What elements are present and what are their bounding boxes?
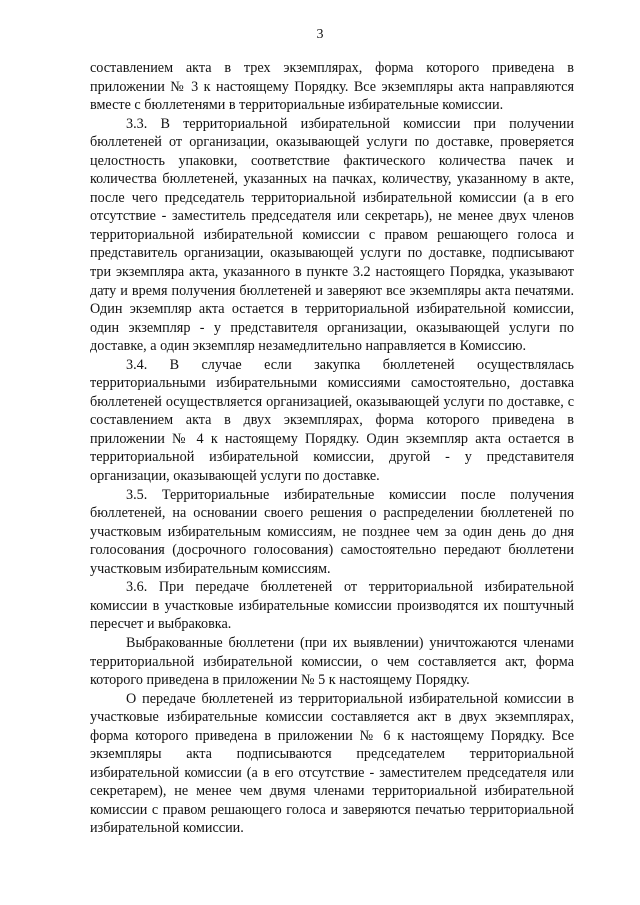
paragraph-3-3: 3.3. В территориальной избирательной комиссии при получении бюллетеней от организации, оказывающей услуги по доставке, проверяется целостность упаковки, соответствие фактического количества пачек и количества бюллетеней, указанных на пачках, количеству, указанному в акте, после чего председатель территориальной избирательной комиссии (а в его отсутствие - заместитель председателя или секретарь), не менее двух членов территориальной избирательной комиссии с правом решающего голоса и представитель организации, оказывающей услуги по доставке, подписывают три экземпляра акта, указанного в пункте 3.2 настоящего Порядка, указывают дату и время получения бюллетеней и заверяют все экземпляры акта печатями. Один экземпляр акта остается в территориальной избирательной комиссии, один экземпляр - у представителя организации, оказывающей услуги по доставке, а один экземпляр незамедлительно направляется в Комиссию.	[90, 115, 574, 355]
paragraph-transfer-act: О передаче бюллетеней из территориальной избирательной комиссии в участковые избирательные комиссии составляется акт в двух экземплярах, форма которого приведена в приложении № 6 к настоящему Порядку. Все экземпляры акта подписываются председателем территориальной избирательной комиссии (а в его отсутствие - заместителем председателя или секретарем), не менее чем двумя членами территориальной избирательной комиссии с правом решающего голоса и заверяются печатью территориальной избирательной комиссии.	[90, 690, 574, 837]
paragraph-continuation: составлением акта в трех экземплярах, форма которого приведена в приложении № 3 к настоящему Порядку. Все экземпляры акта направляются вместе с бюллетенями в территориальные избирательные комиссии.	[90, 60, 574, 114]
paragraph-rejected-ballots: Выбракованные бюллетени (при их выявлении) уничтожаются членами территориальной избирательной комиссии, о чем составляется акт, форма которого приведена в приложении № 5 к настоящему Порядку.	[90, 634, 574, 689]
paragraph-3-6: 3.6. При передаче бюллетеней от территориальной избирательной комиссии в участковые избирательные комиссии производятся их поштучный пересчет и выбраковка.	[90, 579, 574, 633]
document-body	[90, 59, 574, 838]
paragraph-3-5: 3.5. Территориальные избирательные комиссии после получения бюллетеней, на основании своего решения о распределении бюллетеней по участковым избирательным комиссиям, не позднее чем за один день до дня голосования (досрочного голосования) самостоятельно передают бюллетени участковым избирательным комиссиям.	[90, 486, 574, 577]
page-number: 3	[316, 27, 324, 42]
paragraph-3-4: 3.4. В случае если закупка бюллетеней осуществлялась территориальными избирательными комиссиями самостоятельно, доставка бюллетеней осуществляется организацией, оказывающей услуги по доставке, с составлением акта в двух экземплярах, форма которого приведена в приложении № 4 к настоящему Порядку. Один экземпляр акта остается в территориальной избирательной комиссии, другой - у представителя организации, оказывающей услуги по доставке.	[90, 356, 574, 485]
